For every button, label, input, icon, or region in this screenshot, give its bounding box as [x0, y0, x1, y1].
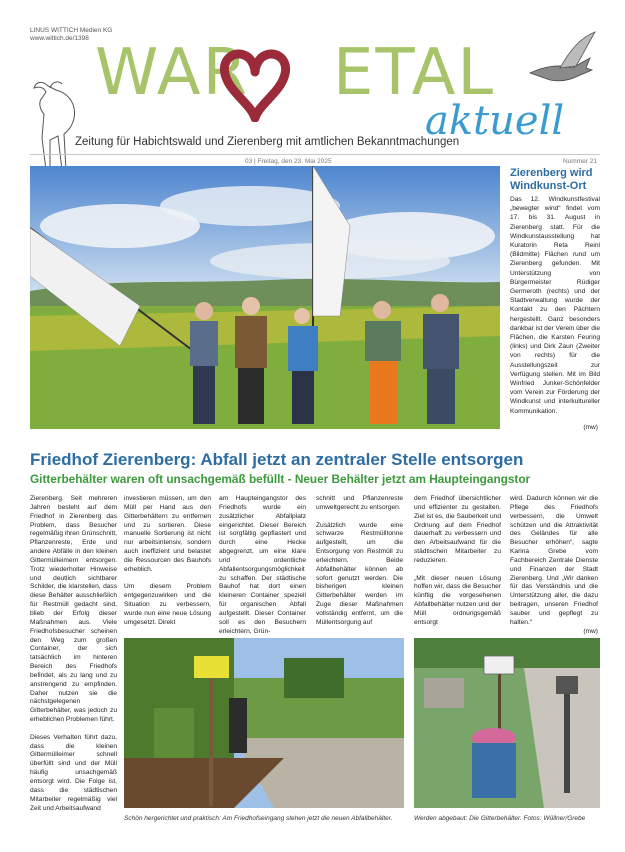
- paragraph: wird. Dadurch können wir die Pflege des Friedhofs verbessern, die Umwelt schützen und die Attraktivität des Geländes für alle Besucher erhöhen“, sagte Karina Grebe vom Fachbereich Zentrale Dienste und Finanzen der Stadt Zierenberg. Und „Wir danken für das Verständnis und die Unterstützung aller, die dazu beitragen, unseren Friedhof sauber und gepflegt zu halten.“: [510, 495, 598, 626]
- sidebar-author: (mw): [583, 424, 598, 431]
- issue-date: 03 | Freitag, den 23. Mai 2025: [245, 158, 332, 165]
- article-column-6: [510, 495, 598, 637]
- paragraph: dem Friedhof übersichtlicher und effizienter zu gestalten. Ziel ist es, die Sauberkeit und Ordnung auf dem Friedhof dauerhaft zu verbessern und den Arbeitsaufwand für die städtischen Mitarbeiter zu reduzieren.: [414, 495, 501, 564]
- masthead-title-right: ETAL: [333, 36, 496, 110]
- sidebar-body: Das 12. Windkunstfestival „bewegter wind“ findet vom 17. bis 31. August in Zierenberg statt. Für die Windkunstausstellung hat Kuratorin Reta Reinl (Bildmitte) Flächen rund um Zierenberg gefunden. Mit Unterstützung von Bürgermeister Rüdiger Germeroth (rechts) und der Stadtverwaltung wurde der Kontakt zu den Pächtern hergestellt. Ganz besonders dankbar ist der Verein über die Flächen, die Karsten Feuring (links) und Dirk Zaun (Zweiter von rechts) für die Ausstellungszeit zur Verfügung stellen. Mit im Bild Winfried Junker-Schönfelder vom Verein zur Förderung der Windkunst und interkultureller Kommunikation.: [510, 196, 600, 415]
- article-column-2: [124, 495, 211, 637]
- paragraph: am Haupteingangstor des Friedhofs wurde ein zusätzlicher Abfallplatz eingerichtet. Dieser Bereich ist sorgfältig gepflastert und durch eine Hecke abgegrenzt, um eine klare und ordentliche Abfallentsorgungsmöglichkeit zu schaffen. Der städtische Bauhof hat dort einen kleineren Container speziell für organischen Abfall aufgestellt. Dieser Container soll es den Besuchern erleichtern, Grün-: [219, 495, 306, 635]
- article-column-5: [414, 495, 501, 637]
- paragraph: investieren müssen, um den Müll per Hand aus den Gitterbehältern zu entfernen und zu sortieren. Diese manuelle Sortierung ist nicht nur arbeitsintensiv, sondern auch ineffizient und belastet die Ressourcen des Bauhofs erheblich.: [124, 495, 211, 573]
- article-author: (mw): [583, 627, 598, 635]
- paragraph: Um diesem Problem entgegenzuwirken und die Situation zu verbessern, wurde nun eine neue Lösung umgesetzt. Direkt: [124, 583, 211, 626]
- goat-illustration: [28, 78, 88, 173]
- hawk-illustration: [520, 28, 600, 98]
- photo-grid-bins: [414, 638, 600, 808]
- sidebar-headline: Zierenberg wird Windkunst-Ort: [510, 167, 593, 192]
- paragraph: „Mit dieser neuen Lösung hoffen wir, dass die Besucher künftig die vorgesehenen Abfallbehälter nutzen und der Müll ordnungsgemäß entsorgt: [414, 574, 501, 626]
- divider: [30, 154, 600, 155]
- masthead-title-left: WAR: [95, 36, 250, 110]
- issue-number: Nummer 21: [563, 158, 597, 165]
- heart-logo-icon: [215, 42, 295, 122]
- masthead-aktuell: aktuell: [425, 98, 565, 144]
- article-column-1: [30, 495, 117, 822]
- photo-new-waste-bins: [124, 638, 404, 808]
- caption-new-bins: Schön hergerichtet und praktisch: Am Friedhofseingang stehen jetzt die neuen Abfallbehälter.: [124, 815, 393, 822]
- article-headline: Friedhof Zierenberg: Abfall jetzt an zentraler Stelle entsorgen: [30, 450, 524, 469]
- paragraph: Zusätzlich wurde eine schwarze Restmülltonne aufgestellt, um die Entsorgung von Restmüll zu erleichtern. Beide Abfallbehälter können ab sofort genutzt werden. Die bisherigen kleinen Gitterbehälter werden im Zuge dieser Maßnahmen vollständig entfernt, um die Müllentsorgung auf: [316, 521, 403, 626]
- article-subhead: Gitterbehälter waren oft unsachgemäß befüllt - Neuer Behälter jetzt am Haupteingangstor: [30, 472, 531, 486]
- article-column-3: [219, 495, 306, 645]
- publisher-url: www.wittich.de/1398: [30, 35, 89, 42]
- paragraph: schnitt und Pflanzenreste umweltgerecht zu entsorgen.: [316, 495, 403, 511]
- caption-grid-bins: Werden abgebaut: Die Gitterbehälter. Fotos: Wüllner/Grebe: [414, 815, 586, 822]
- masthead-tagline: Zeitung für Habichtswald und Zierenberg mit amtlichen Bekanntmachungen: [75, 136, 460, 148]
- publisher-name: LINUS WITTICH Medien KG: [30, 27, 113, 34]
- article-column-4: [316, 495, 403, 637]
- paragraph: Dieses Verhalten führt dazu, dass die kleinen Gittermülleimer schnell überfüllt sind und der Müll häufig unsachgemäß entsorgt wird. Die Folge ist, dass die städtischen Mitarbeiter regelmäßig viel Zeit und Arbeitsaufwand: [30, 733, 117, 812]
- photo-windkunst-group: [30, 166, 500, 429]
- paragraph: Zierenberg. Seit mehreren Jahren besteht auf dem Friedhof in Zierenberg das Problem, dass Besucher regelmäßig ihren Grünschnitt, Pflanzenreste, Erde und andere Abfälle in den kleinen Gittermülleimern entsorgen. Trotz wiederholter Hinweise und deutlich sichtbarer Schilder, die klarstellen, dass diese Behälter ausschließlich für Restmüll gedacht sind, blieb der Erfolg dieser Maßnahmen aus. Viele Friedhofsbesucher scheinen den Weg zum großen Container, der sich tatsächlich im hinteren Bereich des Friedhofs befindet, als zu lang und zu anstrengend zu empfinden. Daher nutzen sie die nächstgelegenen Gitterbehälter, was jedoch zu erheblichen Problemen führt.: [30, 495, 117, 724]
